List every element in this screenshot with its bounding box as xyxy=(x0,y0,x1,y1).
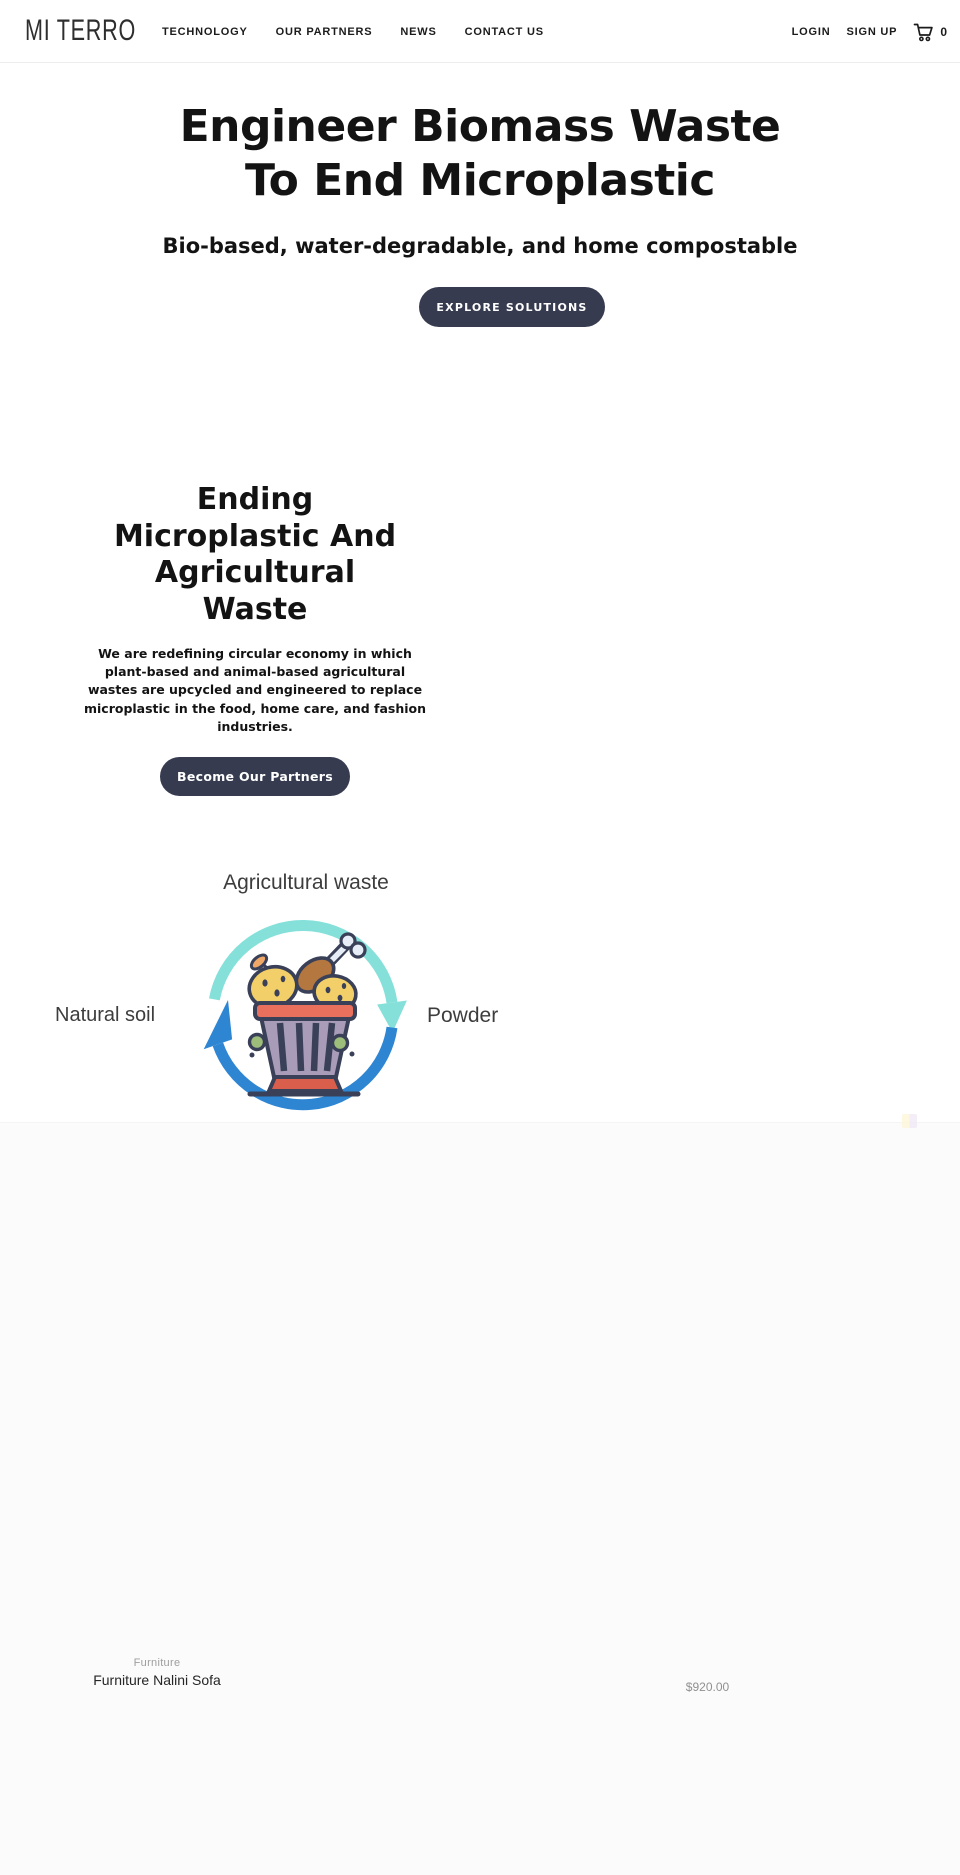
mission-body: We are redefining circular economy in which plant-based and animal-based agricultural wastes are upcycled and engineered to replace microplastic in the food, home care, and fashion industries. xyxy=(83,646,427,734)
become-partners-button[interactable]: Become Our Partners xyxy=(160,757,350,796)
mission-heading xyxy=(60,482,450,628)
nav-item-our-partners[interactable]: OUR PARTNERS xyxy=(275,25,373,38)
signup-link[interactable]: SIGN UP xyxy=(846,25,898,38)
mission-heading-line1: Ending xyxy=(196,482,314,517)
mission-heading-line4: Waste xyxy=(202,591,308,627)
site-header xyxy=(0,0,960,63)
logo[interactable]: MI TERRO xyxy=(25,14,136,47)
nav-item-technology[interactable]: TECHNOLOGY xyxy=(162,25,248,38)
cycle-label-natural-soil: Natural soil xyxy=(55,1004,156,1026)
mission-heading-line2: Microplastic And xyxy=(113,518,397,554)
cycle-label-powder: Powder xyxy=(427,1004,499,1027)
explore-solutions-button[interactable]: EXPLORE SOLUTIONS xyxy=(419,287,605,327)
cart-button[interactable] xyxy=(913,22,947,42)
cycle-diagram xyxy=(195,905,415,1135)
login-link[interactable]: LOGIN xyxy=(791,25,831,38)
product-card xyxy=(62,1657,252,1688)
product-title-link[interactable]: Furniture Nalini Sofa xyxy=(93,1672,221,1688)
waste-bin-illustration xyxy=(245,934,365,1094)
header-actions xyxy=(792,0,947,63)
image-fragment xyxy=(902,1114,917,1128)
hero-title xyxy=(0,100,960,208)
products-section xyxy=(0,1122,960,1875)
hero-subtitle: Bio-based, water-degradable, and home compostable xyxy=(162,234,798,258)
nav-item-news[interactable]: NEWS xyxy=(400,25,437,38)
hero-title-line2: To End Microplastic xyxy=(245,155,715,206)
product-price: $920.00 xyxy=(685,1680,730,1694)
hero-title-line1: Engineer Biomass Waste xyxy=(179,101,781,152)
shopping-cart-icon xyxy=(913,22,935,42)
main-nav xyxy=(162,0,544,63)
mission-heading-line3: Agricultural xyxy=(154,555,356,590)
nav-item-contact-us[interactable]: CONTACT US xyxy=(464,25,544,38)
cart-count: 0 xyxy=(940,24,947,39)
cycle-label-agricultural-waste: Agricultural waste xyxy=(223,871,389,894)
product-category: Furniture xyxy=(133,1657,181,1669)
